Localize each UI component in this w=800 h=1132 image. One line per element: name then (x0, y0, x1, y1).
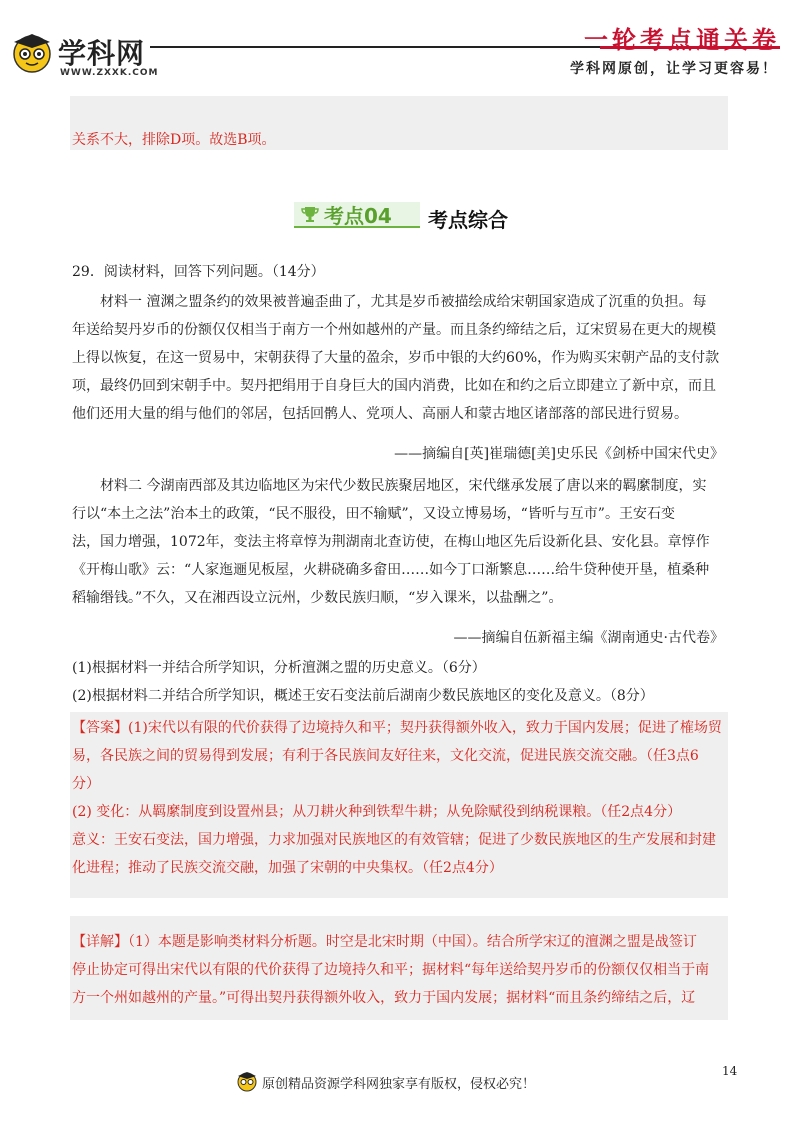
explanation-line: 停止协定可得出宋代以有限的代价获得了边境持久和平；据材料“每年送给契丹岁币的份额仅仅相当于南 (72, 962, 710, 978)
answer-line: 意义：王安石变法，国力增强，力求加强对民族地区的有效管辖；促进了少数民族地区的生产发展和封建 (72, 832, 716, 848)
material-line: 材料二 今湖南西部及其边临地区为宋代少数民族聚居地区，宋代继承发展了唐以来的羁縻制度，实 (100, 478, 707, 494)
material-line: 法，国力增强，1072年，变法主将章惇为荆湖南北查访使，在梅山地区先后设新化县、安化县。章惇作 (72, 534, 710, 550)
logo-face-icon (10, 30, 54, 74)
question-stem: 29．阅读材料，回答下列问题。（14分） (72, 264, 325, 280)
material-line: 稻输缗钱。”不久，又在湘西设立沅州，少数民族归顺，“岁入课米，以盐酬之”。 (72, 590, 563, 606)
page-number: 14 (722, 1064, 738, 1078)
material-line: 行以“本土之法”治本土的政策，“民不服役，田不输赋”，又设立博易场，“皆听与互市”。王安石变 (72, 506, 675, 522)
material-line: 年送给契丹岁币的份额仅仅相当于南方一个州如越州的产量。而且条约缔结之后，辽宋贸易在更大的规模 (72, 322, 716, 338)
section-badge (294, 198, 420, 228)
answer-line: (2) 变化：从羁縻制度到设置州县；从刀耕火种到铁犁牛耕；从免除赋役到纳税课粮。（任2点4分） (72, 804, 682, 820)
answer-line: 【答案】(1)宋代以有限的代价获得了边境持久和平；契丹获得额外收入，致力于国内发展；促进了榷场贸 (72, 720, 722, 736)
explanation-text (72, 928, 728, 1012)
footer-logo-icon (236, 1070, 258, 1092)
material-line: 项，最终仍回到宋朝手中。契丹把绢用于自身巨大的国内消费，比如在和约之后立即建立了新中京，而且 (72, 378, 716, 394)
material-two (72, 472, 732, 612)
material-line: 《开梅山歌》云：“人家迤逦见板屋，火耕硗确多畲田……如今丁口渐繁息……给牛贷种使开垦，植桑种 (72, 562, 710, 578)
material-line: 材料一 澶渊之盟条约的效果被普遍歪曲了，尤其是岁币被描绘成给宋朝国家造成了沉重的负担。每 (100, 294, 707, 310)
answer-line: 化进程；推动了民族交流交融，加强了宋朝的中央集权。（任2点4分） (72, 860, 503, 876)
series-title: 一轮考点通关卷 (584, 26, 780, 54)
series-subtitle: 学科网原创，让学习更容易！ (570, 61, 778, 77)
logo (10, 18, 180, 78)
sub-question-1: (1)根据材料一并结合所学知识，分析澶渊之盟的历史意义。（6分） (72, 660, 486, 676)
previous-answer-text: 关系不大，排除D项。故选B项。 (72, 132, 276, 148)
material-line: 他们还用大量的绢与他们的邻居，包括回鹘人、党项人、高丽人和蒙古地区诸部落的部民进行贸易。 (72, 406, 688, 422)
answer-text (72, 714, 728, 882)
explanation-line: 方一个州如越州的产量。”可得出契丹获得额外收入，致力于国内发展；据材料“而且条约缔结之后，辽 (72, 990, 696, 1006)
sub-question-2: (2)根据材料二并结合所学知识，概述王安石变法前后湖南少数民族地区的变化及意义。（8分） (72, 688, 654, 704)
section-badge-label: 考点04 (324, 204, 392, 228)
logo-url: WWW.ZXXK.COM (60, 68, 159, 78)
material-two-source: ——摘编自伍新福主编《湖南通史·古代卷》 (453, 630, 724, 646)
material-line: 上得以恢复，在这一贸易中，宋朝获得了大量的盈余，岁币中银的大约60%，作为购买宋朝产品的支付款 (72, 350, 720, 366)
explanation-line: 【详解】（1）本题是影响类材料分析题。时空是北宋时期（中国）。结合所学宋辽的澶渊之盟是战签订 (72, 934, 697, 950)
section-title: 考点综合 (428, 208, 508, 232)
logo-text: 学科网 (58, 37, 146, 70)
trophy-icon (300, 204, 320, 224)
material-one-source: ——摘编自[英]崔瑞德[美]史乐民《剑桥中国宋代史》 (394, 446, 724, 462)
footer-copyright: 原创精品资源学科网独家享有版权，侵权必究！ (262, 1077, 536, 1092)
header-divider (150, 46, 600, 48)
answer-line: 易，各民族之间的贸易得到发展；有利于各民族间友好往来，文化交流，促进民族交流交融。（任3点6 (72, 748, 699, 764)
answer-line: 分） (72, 776, 100, 792)
material-one (72, 288, 732, 428)
